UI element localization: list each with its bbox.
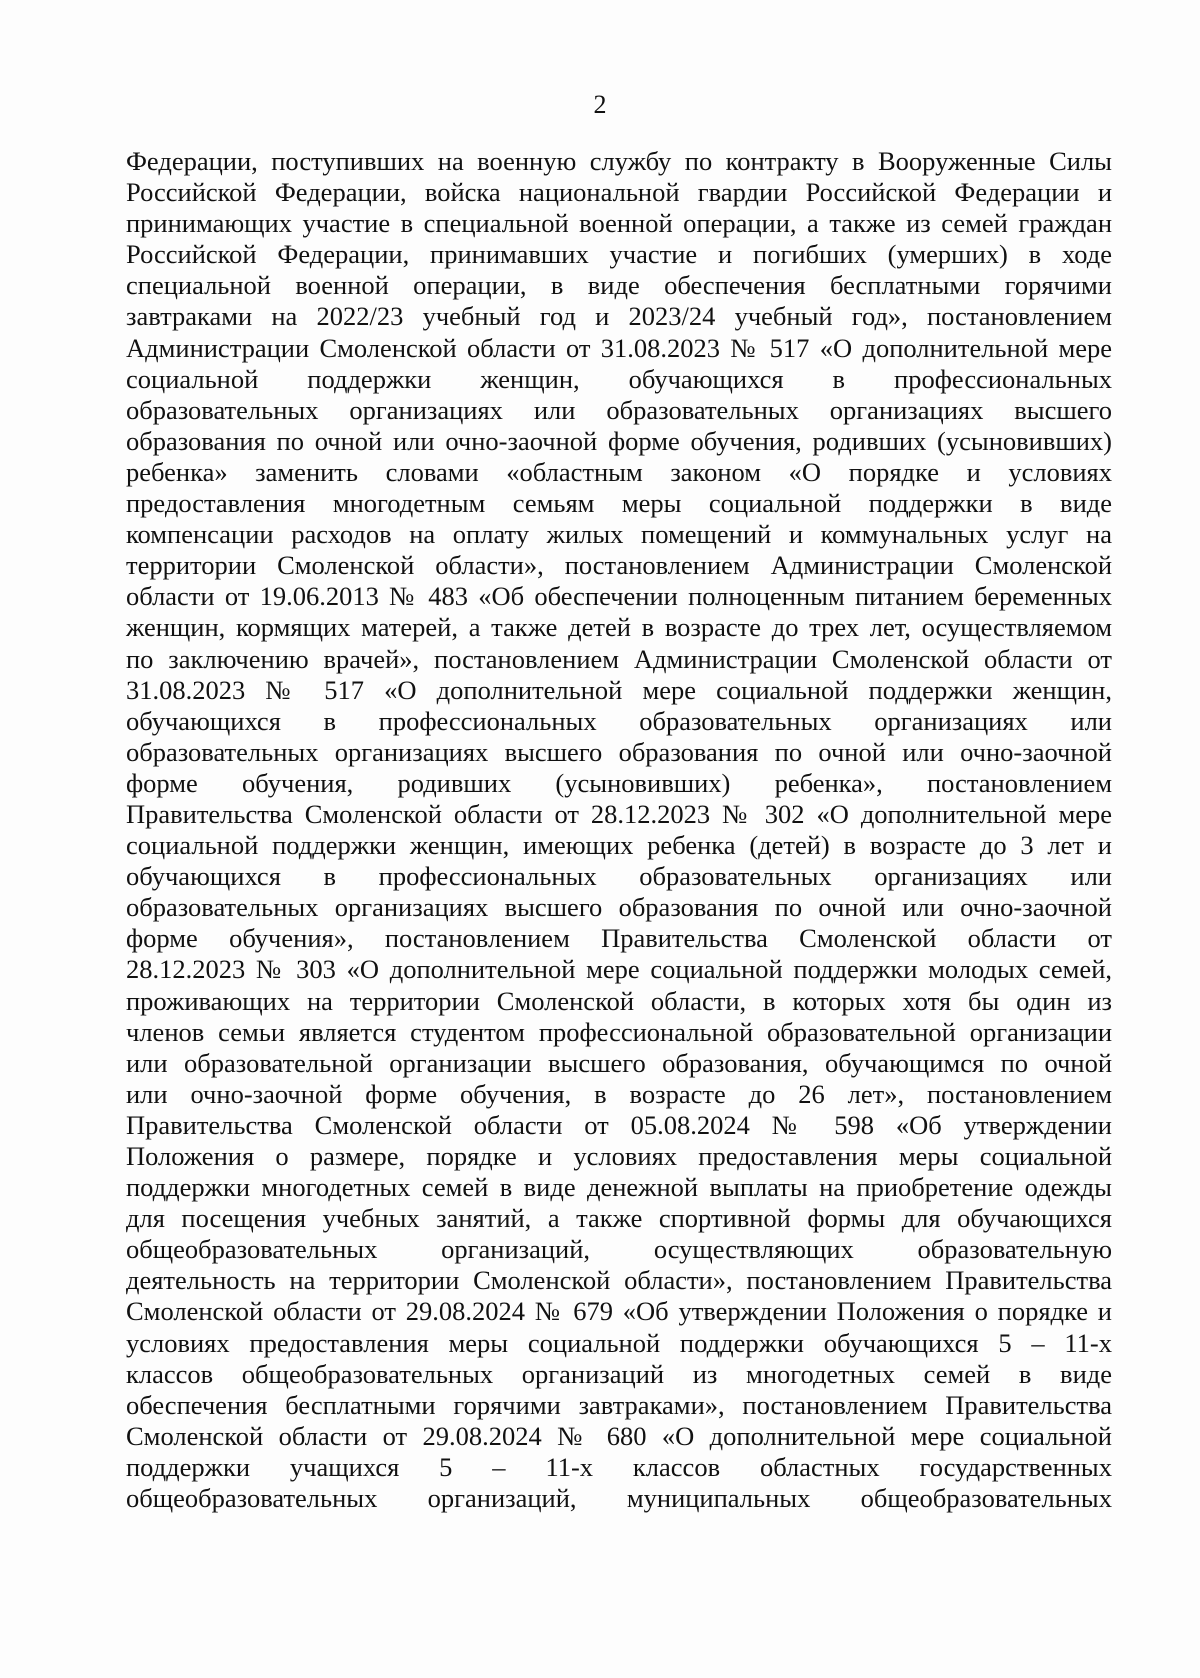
text-line: Правительства Смоленской области от 28.12.2023 № 302 «О дополнительной мере (126, 798, 1112, 829)
text-line: обучающихся в профессиональных образовательных организациях или (126, 861, 1112, 892)
text-line: женщин, кормящих матерей, а также детей в возрасте до трех лет, осуществляемом (126, 612, 1112, 643)
text-line: общеобразовательных организаций, осуществляющих образовательную (126, 1234, 1112, 1265)
text-line: по заключению врачей», постановлением Администрации Смоленской области от (126, 643, 1112, 674)
text-line: социальной поддержки женщин, обучающихся в профессиональных (126, 363, 1112, 394)
text-line: 31.08.2023 № 517 «О дополнительной мере социальной поддержки женщин, (126, 674, 1112, 705)
text-line: завтраками на 2022/23 учебный год и 2023/24 учебный год», постановлением (126, 301, 1112, 332)
text-line: или образовательной организации высшего образования, обучающимся по очной (126, 1047, 1112, 1078)
text-line: образовательных организациях высшего образования по очной или очно-заочной (126, 736, 1112, 767)
text-line: области от 19.06.2013 № 483 «Об обеспечении полноценным питанием беременных (126, 581, 1112, 612)
text-line: для посещения учебных занятий, а также спортивной формы для обучающихся (126, 1203, 1112, 1234)
text-line: Положения о размере, порядке и условиях предоставления меры социальной (126, 1141, 1112, 1171)
text-line: обеспечения бесплатными горячими завтраками», постановлением Правительства (126, 1389, 1112, 1420)
text-line: или очно-заочной форме обучения, в возрасте до 26 лет», постановлением (126, 1078, 1112, 1109)
text-line: специальной военной операции, в виде обеспечения бесплатными горячими (126, 270, 1112, 301)
text-line: Смоленской области от 29.08.2024 № 680 «О дополнительной мере социальной (126, 1420, 1112, 1451)
text-line: Правительства Смоленской области от 05.08.2024 № 598 «Об утверждении (126, 1109, 1112, 1140)
text-line: образовательных организациях или образовательных организациях высшего (126, 394, 1112, 425)
text-line: образовательных организациях высшего образования по очной или очно-заочной (126, 892, 1112, 923)
text-line: форме обучения», постановлением Правительства Смоленской области от (126, 923, 1112, 954)
text-line: Российской Федерации, принимавших участие и погибших (умерших) в ходе (126, 239, 1112, 270)
text-line: предоставления многодетным семьям меры социальной поддержки в виде (126, 488, 1112, 519)
body-text (126, 146, 1112, 1514)
text-line: Федерации, поступивших на военную службу по контракту в Вооруженные Силы (126, 146, 1112, 176)
text-line: форме обучения, родивших (усыновивших) ребенка», постановлением (126, 767, 1112, 798)
text-line: образования по очной или очно-заочной форме обучения, родивших (усыновивших) (126, 425, 1112, 456)
text-line: компенсации расходов на оплату жилых помещений и коммунальных услуг на (126, 519, 1112, 550)
text-line: территории Смоленской области», постановлением Администрации Смоленской (126, 550, 1112, 581)
page-number: 2 (593, 90, 607, 119)
text-line: деятельность на территории Смоленской области», постановлением Правительства (126, 1265, 1112, 1296)
text-line: обучающихся в профессиональных образовательных организациях или (126, 705, 1112, 736)
text-line: классов общеобразовательных организаций из многодетных семей в виде (126, 1358, 1112, 1389)
text-line: ребенка» заменить словами «областным законом «О порядке и условиях (126, 456, 1112, 487)
text-line: социальной поддержки женщин, имеющих ребенка (детей) в возрасте до 3 лет и (126, 830, 1112, 861)
text-line: проживающих на территории Смоленской области, в которых хотя бы один из (126, 985, 1112, 1016)
text-line: поддержки учащихся 5 – 11-х классов областных государственных (126, 1451, 1112, 1482)
text-line: общеобразовательных организаций, муниципальных общеобразовательных (126, 1483, 1112, 1514)
text-line: принимающих участие в специальной военной операции, а также из семей граждан (126, 208, 1112, 239)
text-line: Смоленской области от 29.08.2024 № 679 «Об утверждении Положения о порядке и (126, 1296, 1112, 1327)
text-line: Российской Федерации, войска национальной гвардии Российской Федерации и (126, 177, 1112, 208)
text-line: Администрации Смоленской области от 31.08.2023 № 517 «О дополнительной мере (126, 332, 1112, 363)
text-line: 28.12.2023 № 303 «О дополнительной мере социальной поддержки молодых семей, (126, 954, 1112, 985)
text-line: членов семьи является студентом профессиональной образовательной организации (126, 1016, 1112, 1047)
text-line: условиях предоставления меры социальной поддержки обучающихся 5 – 11-х (126, 1327, 1112, 1358)
text-line: поддержки многодетных семей в виде денежной выплаты на приобретение одежды (126, 1172, 1112, 1203)
